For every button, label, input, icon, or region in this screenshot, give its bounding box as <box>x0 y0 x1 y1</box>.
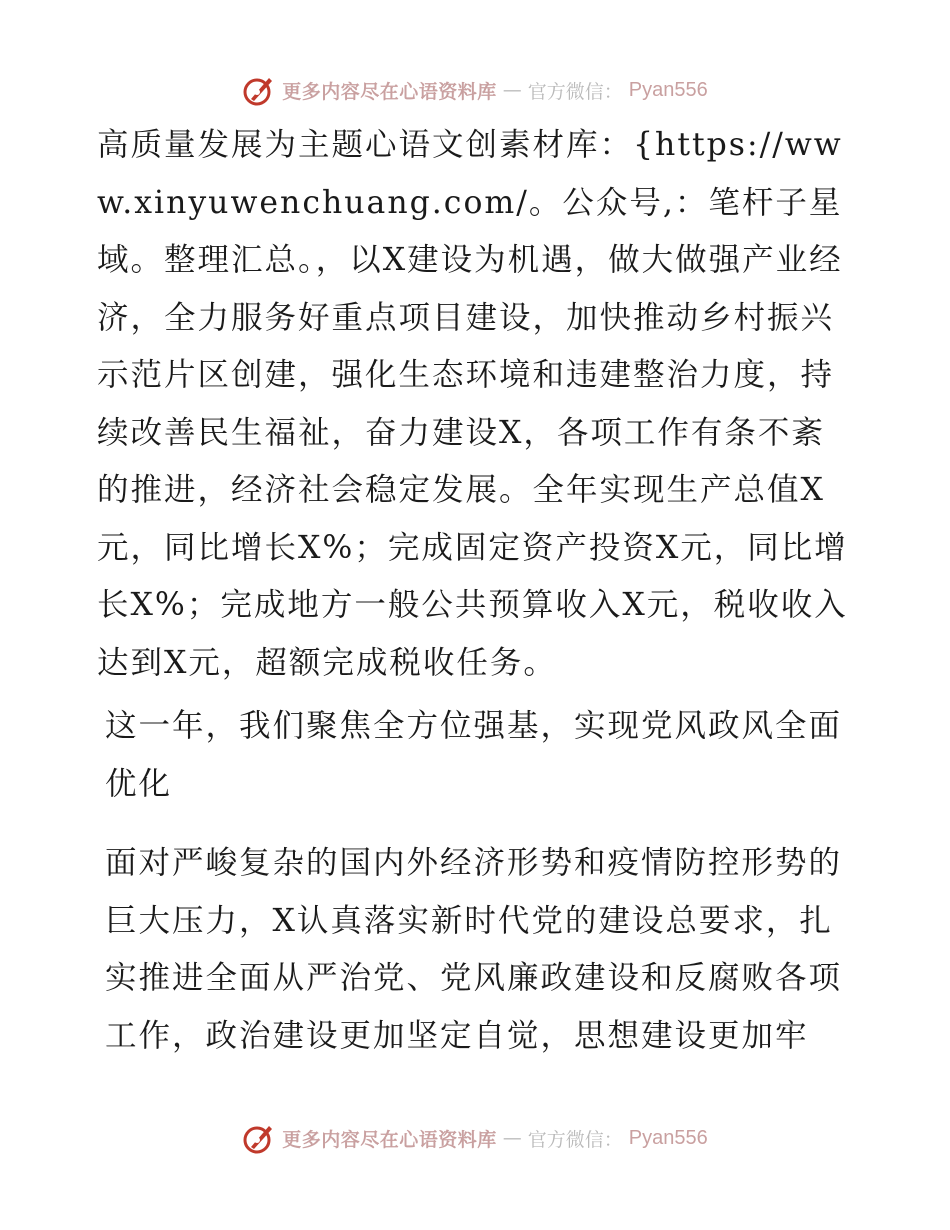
paragraph-3: 面对严峻复杂的国内外经济形势和疫情防控形势的巨大压力，X认真落实新时代党的建设总要求，扎实推进全面从严治党、党风廉政建设和反腐败各项工作，政治建设更加坚定自觉，思想建设更加牢 <box>105 845 843 1054</box>
footer-promo-text: 更多内容尽在心语资料库 <box>282 1128 497 1151</box>
header-promo-text: 更多内容尽在心语资料库 <box>282 80 497 103</box>
footer-wechat-label: 官方微信： <box>527 1128 623 1151</box>
footer-wechat-id: Pyan556 <box>628 1126 708 1149</box>
document-body <box>97 117 857 1065</box>
header-banner <box>0 70 950 110</box>
section-heading-paragraph: 这一年，我们聚焦全方位强基，实现党风政风全面优化 <box>105 708 843 802</box>
footer-separator: — <box>502 1127 522 1149</box>
header-wechat-id: Pyan556 <box>628 78 708 101</box>
quill-logo-icon <box>242 73 276 107</box>
paragraph-1: 高质量发展为主题心语文创素材库：{https://www.xinyuwenchuang.com/。公众号,：笔杆子星域。整理汇总。，以X建设为机遇，做大做强产业经济，全力服务好重点项目建设，加快推动乡村振兴示范片区创建，强化生态环境和违建整治力度，持续改善民生福祉，奋力建设X，各项工作有条不紊的推进，经济社会稳定发展。全年实现生产总值X元，同比增长X%；完成固定资产投资X元，同比增长X%；完成地方一般公共预算收入X元，税收收入达到X元，超额完成税收任务。 <box>97 127 848 681</box>
footer-banner <box>0 1118 950 1158</box>
quill-logo-icon <box>242 1121 276 1155</box>
header-wechat-label: 官方微信： <box>527 80 623 103</box>
header-separator: — <box>502 79 522 101</box>
